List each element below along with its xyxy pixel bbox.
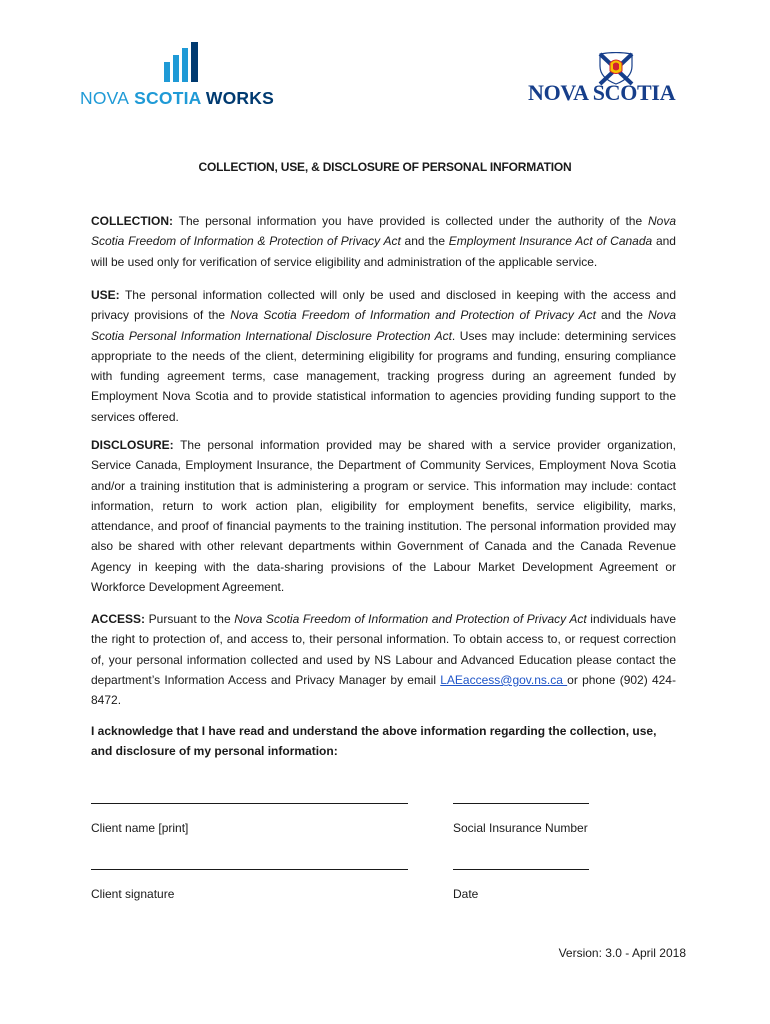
- collection-text-2: and the: [400, 234, 449, 249]
- logo-wordmark: [80, 88, 274, 109]
- logo-word-works: WORKS: [205, 88, 274, 108]
- date-label: Date: [453, 887, 479, 901]
- use-act-1: Nova Scotia Freedom of Information and Protection of Privacy Act: [230, 308, 596, 323]
- client-signature-label: Client signature: [91, 887, 175, 901]
- access-text-2: individuals have the right to protection of, and access to, their personal information. To obtain access to, or request correction of, your personal information collected and used by NS Labour and Advanced Education please contact the department’s Information Access and Privacy Manager by email: [91, 612, 676, 687]
- bar-chart-logo-icon: [164, 42, 204, 82]
- nova-scotia-wordmark: NOVA SCOTIA: [528, 80, 676, 105]
- access-heading: ACCESS:: [91, 612, 146, 626]
- logo-word-nova: NOVA: [80, 88, 130, 108]
- acknowledgement-statement: I acknowledge that I have read and understand the above information regarding the collection, use, and disclosure of my personal information:: [91, 724, 657, 759]
- disclosure-heading: DISCLOSURE:: [91, 438, 174, 452]
- collection-text-3: and will be used only for verification of service eligibility and administration of the applicable service.: [91, 234, 676, 269]
- client-signature-line[interactable]: [91, 869, 408, 870]
- use-text-3: . Uses may include: determining services appropriate to the needs of the client, determining eligibility for programs and funding, ensuring compliance with funding agreement terms, case management, tracking progress during an agreement funded by Employment Nova Scotia and to provide statistical information to agencies providing funding support to the services offered.: [91, 328, 676, 424]
- nova-scotia-works-logo: [80, 42, 295, 110]
- use-text-1: The personal information collected will only be used and disclosed in keeping with the access and privacy provisions of the: [91, 288, 676, 323]
- client-name-label: Client name [print]: [91, 821, 189, 835]
- collection-heading: COLLECTION:: [91, 214, 173, 228]
- use-text-2: and the: [595, 308, 648, 323]
- collection-paragraph: [91, 211, 676, 272]
- access-text-3: or phone (902) 424-8472.: [91, 672, 676, 708]
- access-paragraph: [91, 609, 676, 710]
- use-heading: USE:: [91, 288, 120, 302]
- disclosure-paragraph: [91, 435, 676, 597]
- sin-label: Social Insurance Number: [453, 821, 588, 835]
- document-title: COLLECTION, USE, & DISCLOSURE OF PERSONAL INFORMATION: [198, 160, 572, 174]
- client-name-line[interactable]: [91, 803, 408, 804]
- date-line[interactable]: [453, 869, 589, 870]
- sin-line[interactable]: [453, 803, 589, 804]
- collection-text-1: The personal information you have provided is collected under the authority of the: [173, 214, 648, 228]
- version-footer: Version: 3.0 - April 2018: [558, 946, 686, 960]
- access-act: Nova Scotia Freedom of Information and Protection of Privacy Act: [234, 612, 587, 626]
- access-text-1: Pursuant to the: [145, 612, 235, 626]
- use-paragraph: [91, 285, 676, 427]
- logo-word-scotia: SCOTIA: [134, 88, 201, 108]
- collection-act-1: Nova Scotia Freedom of Information & Protection of Privacy Act: [91, 214, 676, 249]
- nova-scotia-government-logo: [528, 52, 688, 112]
- disclosure-text: The personal information provided may be shared with a service provider organization, Service Canada, Employment Insurance, the Department of Community Services, Employment Nova Scotia and/or a training institution that is administering a program or service. This information may include: contact information, return to work action plan, eligibility for employment benefits, service eligibility, marks, attendance, and proof of financial payments to the training institution. The personal information provided may also be shared with other relevant departments within Government of Canada and the Canada Revenue Agency in keeping with the data-sharing provisions of the Labour Market Development Agreement or Workforce Development Agreement.: [91, 438, 676, 595]
- collection-act-2: Employment Insurance Act of Canada: [448, 234, 653, 249]
- access-email-link[interactable]: LAEaccess@gov.ns.ca: [440, 672, 568, 687]
- use-act-2: Nova Scotia Personal Information International Disclosure Protection Act: [91, 308, 676, 343]
